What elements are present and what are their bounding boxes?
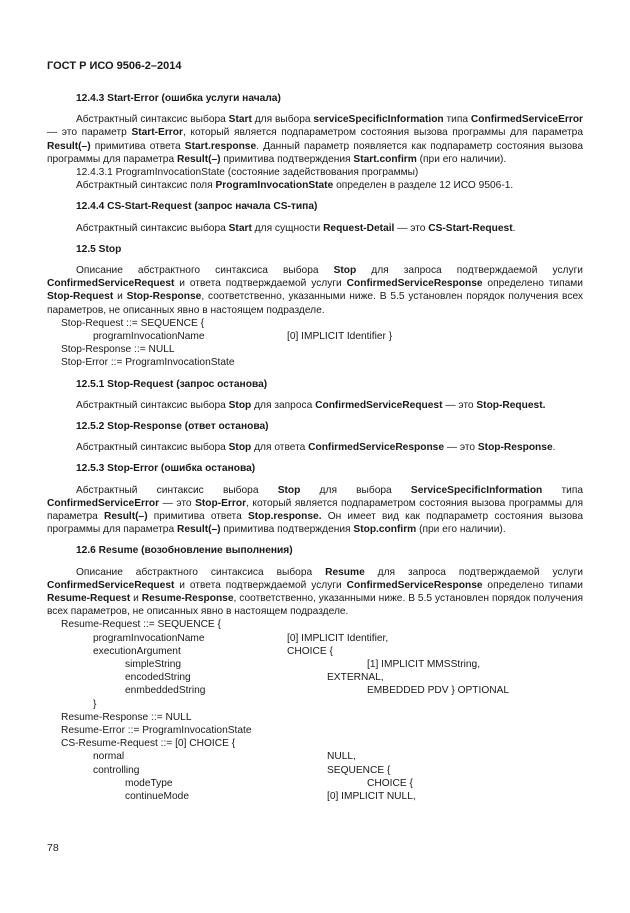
bold-term: ConfirmedServiceError — [470, 114, 584, 126]
code-token: Stop-Response ::= NULL — [61, 344, 175, 356]
bold-term: Resume-Request — [47, 593, 131, 605]
code-line — [47, 711, 583, 724]
code-line — [47, 356, 583, 369]
code-token: } — [93, 698, 97, 710]
bold-term: Result(–) — [47, 140, 91, 152]
code-token: CS-Resume-Request ::= [0] CHOICE { — [61, 738, 236, 750]
code-line — [47, 671, 583, 684]
bold-term: Start — [228, 114, 252, 126]
code-line — [47, 684, 583, 697]
bold-term: ProgramInvocationState — [215, 180, 334, 192]
bold-term: Result(–) — [104, 511, 148, 523]
section-heading-12-5-3: 12.5.3 Stop-Error (ошибка останова) — [76, 463, 256, 475]
code-token: SEQUENCE { — [327, 764, 391, 776]
bold-term: Stop — [228, 399, 252, 411]
code-token: [1] IMPLICIT MMSString, — [367, 659, 481, 670]
bold-term: Start.confirm — [353, 153, 417, 165]
bold-term: Stop-Response — [477, 442, 553, 454]
bold-term: ConfirmedServiceRequest — [47, 278, 175, 290]
bold-term: Stop-Request — [47, 291, 114, 303]
subsection-heading-12-4-3-1: 12.4.3.1 ProgramInvocationState (состояние задействования программы) — [76, 167, 419, 179]
section-heading-12-5: 12.5 Stop — [76, 243, 122, 255]
code-token: normal — [93, 751, 125, 763]
code-line — [47, 632, 583, 645]
paragraph-stop-response: Абстрактный синтаксис выбора Stop для ответа ConfirmedServiceResponse — это Stop-Response. — [76, 442, 556, 454]
code-token: executionArgument — [93, 645, 181, 657]
bold-term: Start — [228, 222, 252, 234]
section-heading-12-4-4: 12.4.4 CS-Start-Request (запрос начала CS-типа) — [76, 201, 318, 213]
code-token: continueMode — [125, 790, 190, 802]
section-heading-12-5-1: 12.5.1 Stop-Request (запрос останова) — [76, 378, 268, 390]
bold-term: ConfirmedServiceRequest — [315, 399, 443, 411]
paragraph-resume-description: Описание абстрактного синтаксиса выбора Resume для запроса подтверждаемой услуги ConfirmedServiceRequest и ответа подтверждаемой услуги ConfirmedServiceResponse определено типами Resume-Request и Resume-Response, соответственно, указанными ниже. В 5.5 установлен порядок получения всех параметров, не описанных явно в настоящем подразделе. — [47, 566, 584, 618]
bold-term: Request-Detail — [323, 222, 395, 234]
code-block-stop — [47, 317, 583, 370]
code-line — [47, 790, 583, 803]
code-token: Resume-Request ::= SEQUENCE { — [61, 619, 221, 631]
page-number: 78 — [47, 842, 59, 854]
bold-term: Stop-Response — [126, 291, 202, 303]
code-token: encodedString — [125, 672, 191, 684]
code-token: Resume-Response ::= NULL — [61, 711, 192, 723]
code-token: controlling — [93, 764, 140, 776]
code-token: programInvocationName — [93, 632, 205, 644]
code-line — [47, 698, 583, 711]
code-line — [47, 764, 583, 777]
code-token: NULL, — [327, 751, 356, 763]
paragraph-stop-error: Абстрактный синтаксис выбора Stop для выбора ServiceSpecificInformation типа ConfirmedServiceError — это Stop-Error, который является подпараметром состояния вызова программы для параметра Result(–) примитива ответа Stop.response. Он имеет вид как подпараметр состояния вызова программы для параметра Result(–) примитива подтверждения Stop.confirm (при его наличии). — [47, 484, 584, 536]
document-header: ГОСТ Р ИСО 9506-2–2014 — [47, 60, 182, 72]
bold-term: ConfirmedServiceResponse — [346, 278, 483, 290]
bold-term: serviceSpecificInformation — [313, 114, 444, 126]
code-token: EXTERNAL, — [327, 672, 384, 684]
code-token: CHOICE { — [287, 645, 333, 657]
code-line — [47, 618, 583, 631]
code-token: [0] IMPLICIT Identifier, — [287, 632, 389, 644]
bold-term: Stop-Error — [195, 497, 247, 509]
bold-term: Stop — [333, 265, 357, 277]
code-line — [47, 750, 583, 763]
paragraph-start-error: Абстрактный синтаксис выбора Start для выбора serviceSpecificInformation типа ConfirmedServiceError — это параметр Start-Error, который является подпараметром состояния вызова программы для параметра Result(–) примитива ответа Start.response. Данный параметр появляется как подпараметр состояния вызова программы для параметра Result(–) примитива подтверждения Start.confirm (при его наличии). — [47, 114, 584, 165]
document-content — [47, 92, 583, 803]
code-token: Stop-Error ::= ProgramInvocationState — [61, 357, 235, 369]
paragraph-stop-description: Описание абстрактного синтаксиса выбора Stop для запроса подтверждаемой услуги ConfirmedServiceRequest и ответа подтверждаемой услуги ConfirmedServiceResponse определено типами Stop-Request и Stop-Response, соответственно, указанными ниже. В 5.5 установлен порядок получения всех параметров, не описанных явно в настоящем подразделе. — [47, 265, 584, 316]
bold-term: Stop — [228, 442, 252, 454]
code-token: CHOICE { — [367, 777, 413, 789]
code-token: enmbeddedString — [125, 685, 206, 697]
bold-term: Stop-Request. — [476, 399, 546, 411]
bold-term: ConfirmedServiceResponse — [346, 579, 483, 591]
bold-term: Stop — [277, 484, 301, 496]
code-line — [47, 645, 583, 658]
bold-term: ConfirmedServiceError — [47, 497, 160, 509]
bold-term: Resume — [325, 566, 365, 578]
paragraph-program-invocation-state: Абстрактный синтаксис поля ProgramInvocationState определен в разделе 12 ИСО 9506-1. — [76, 180, 514, 192]
code-token: modeType — [125, 777, 173, 789]
code-line — [47, 343, 583, 356]
bold-term: Stop.confirm — [353, 524, 417, 536]
bold-term: Start-Error — [131, 127, 183, 139]
bold-term: ConfirmedServiceRequest — [47, 579, 175, 591]
bold-term: ServiceSpecificInformation — [410, 484, 543, 496]
bold-term: Result(–) — [176, 524, 221, 536]
section-heading-12-6: 12.6 Resume (возобновление выполнения) — [76, 545, 293, 557]
code-line — [47, 724, 583, 737]
bold-term: Start.response — [184, 140, 257, 152]
code-token: Stop-Request ::= SEQUENCE { — [61, 317, 204, 329]
code-token: programInvocationName — [93, 331, 205, 343]
code-token: simpleString — [125, 659, 182, 670]
bold-term: Result(–) — [176, 153, 221, 165]
paragraph-stop-request: Абстрактный синтаксис выбора Stop для запроса ConfirmedServiceRequest — это Stop-Request. — [76, 399, 546, 411]
code-line — [47, 777, 583, 790]
code-token: Resume-Error ::= ProgramInvocationState — [61, 724, 252, 736]
section-heading-12-4-3: 12.4.3 Start-Error (ошибка услуги начала) — [76, 93, 281, 104]
code-block-resume — [47, 618, 583, 803]
code-line — [47, 737, 583, 750]
section-heading-12-5-2: 12.5.2 Stop-Response (ответ останова) — [76, 421, 269, 432]
code-line — [47, 330, 583, 343]
code-token: EMBEDDED PDV } OPTIONAL — [367, 685, 510, 697]
bold-term: Stop.response. — [247, 511, 322, 523]
bold-term: CS-Start-Request — [428, 222, 513, 234]
code-line — [47, 658, 583, 671]
bold-term: ConfirmedServiceResponse — [308, 442, 445, 454]
paragraph-cs-start-request: Абстрактный синтаксис выбора Start для сущности Request-Detail — это CS-Start-Request. — [76, 222, 516, 234]
code-token: [0] IMPLICIT Identifier } — [287, 331, 393, 343]
code-token: [0] IMPLICIT NULL, — [327, 790, 416, 802]
bold-term: Resume-Response — [141, 593, 234, 605]
code-line — [47, 317, 583, 330]
